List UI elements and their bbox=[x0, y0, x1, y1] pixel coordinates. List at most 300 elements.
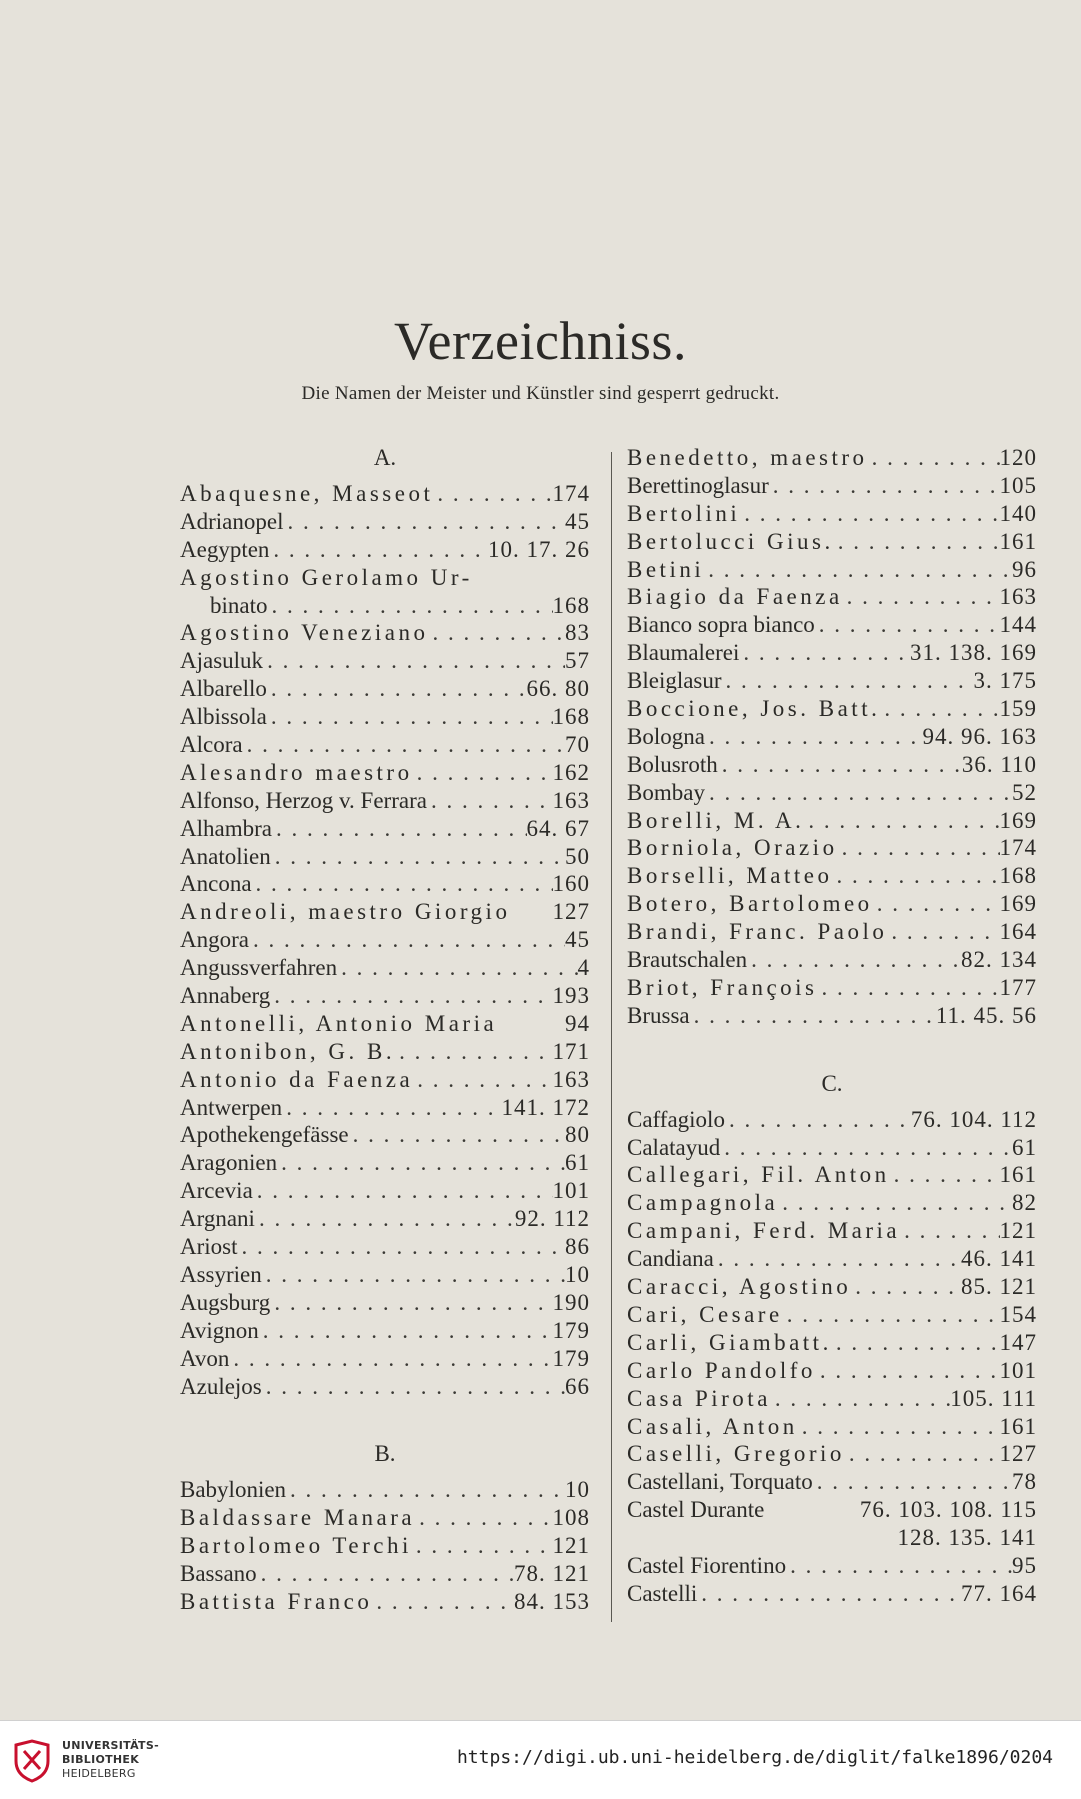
entry-pages: 52 bbox=[1012, 779, 1037, 805]
entry-name: Avignon bbox=[180, 1317, 259, 1343]
entry-pages: 85. 121 bbox=[961, 1274, 1037, 1300]
index-entry bbox=[627, 1385, 1037, 1413]
section-gap bbox=[180, 1400, 590, 1440]
entry-pages: 140 bbox=[999, 500, 1037, 526]
leader-dots bbox=[270, 982, 552, 1010]
index-column-left bbox=[180, 444, 590, 1616]
index-entry bbox=[180, 1373, 590, 1401]
index-entry bbox=[627, 751, 1037, 779]
entry-pages: 160 bbox=[552, 871, 590, 897]
entry-name: Benedetto, maestro bbox=[627, 445, 868, 470]
entry-name: Bologna bbox=[627, 723, 705, 749]
entry-name: Bartolomeo Terchi bbox=[180, 1533, 412, 1559]
index-entry bbox=[627, 834, 1037, 862]
index-entry bbox=[627, 556, 1037, 584]
index-entry bbox=[627, 946, 1037, 974]
leader-dots bbox=[769, 472, 1000, 500]
entry-pages: 179 bbox=[552, 1345, 590, 1371]
index-entry bbox=[627, 890, 1037, 918]
leader-dots bbox=[427, 787, 553, 815]
index-entry bbox=[180, 1317, 590, 1345]
leader-dots bbox=[778, 1189, 1012, 1217]
leader-dots bbox=[900, 1217, 999, 1245]
entry-pages: 120 bbox=[999, 445, 1037, 470]
entry-pages: 159 bbox=[999, 696, 1037, 722]
index-entry bbox=[627, 695, 1037, 723]
index-entry bbox=[180, 1261, 590, 1289]
entry-name: Castelli bbox=[627, 1580, 698, 1606]
entry-pages: 169 bbox=[999, 891, 1037, 917]
index-entry bbox=[180, 815, 590, 843]
entry-name: Brandi, Franc. Paolo bbox=[627, 919, 888, 945]
entry-pages: 36. 110 bbox=[961, 751, 1037, 777]
leader-dots bbox=[690, 1002, 936, 1030]
entry-pages: 78. 121 bbox=[514, 1561, 590, 1587]
institution-line: UNIVERSITÄTS- bbox=[62, 1739, 159, 1752]
index-entry bbox=[180, 1038, 590, 1066]
index-entry bbox=[627, 1496, 1037, 1524]
entry-name: Brussa bbox=[627, 1002, 690, 1028]
permalink-url[interactable]: https://digi.ub.uni-heidelberg.de/diglit/falke1896/0204 bbox=[456, 1747, 1053, 1768]
entry-pages: 70 bbox=[565, 732, 590, 758]
leader-dots bbox=[412, 1532, 553, 1560]
leader-dots bbox=[786, 1552, 1012, 1580]
leader-dots bbox=[740, 500, 999, 528]
index-entry bbox=[180, 1121, 590, 1149]
leader-dots bbox=[804, 807, 999, 835]
index-entry bbox=[627, 528, 1037, 556]
entry-name: Berettinoglasur bbox=[627, 472, 769, 498]
index-entry bbox=[180, 647, 590, 675]
entry-pages: 76. 104. 112 bbox=[910, 1106, 1037, 1132]
entry-pages: 4 bbox=[577, 955, 590, 981]
index-entry bbox=[627, 974, 1037, 1002]
index-entry bbox=[627, 1301, 1037, 1329]
entry-pages: 10 bbox=[565, 1477, 590, 1503]
index-entry bbox=[180, 508, 590, 536]
entry-pages: 144 bbox=[999, 612, 1037, 638]
leader-dots bbox=[415, 1504, 552, 1532]
index-column-right bbox=[627, 444, 1037, 1608]
index-entry bbox=[627, 1329, 1037, 1357]
index-entry bbox=[627, 639, 1037, 667]
entry-pages: 86 bbox=[565, 1234, 590, 1260]
entry-name: Andreoli, maestro Giorgio bbox=[180, 899, 511, 925]
entry-pages: 105 bbox=[999, 472, 1037, 498]
index-entry bbox=[627, 1245, 1037, 1273]
leader-dots bbox=[395, 1038, 552, 1066]
index-entry bbox=[627, 1357, 1037, 1385]
leader-dots bbox=[705, 779, 1012, 807]
entry-name: Bleiglasur bbox=[627, 668, 722, 694]
entry-pages: 121 bbox=[999, 1218, 1037, 1244]
leader-dots bbox=[349, 1121, 565, 1149]
entry-name: Angora bbox=[180, 927, 249, 953]
entry-name: Briot, François bbox=[627, 974, 818, 1000]
leader-dots bbox=[697, 1580, 961, 1608]
entry-pages: 82. 134 bbox=[961, 947, 1037, 973]
index-entry bbox=[627, 1134, 1037, 1162]
entry-pages: 76. 103. 108. 115 bbox=[859, 1497, 1037, 1523]
index-entry bbox=[627, 1413, 1037, 1441]
entry-pages: 190 bbox=[552, 1289, 590, 1315]
leader-dots bbox=[722, 667, 974, 695]
entry-name: Campani, Ferd. Maria bbox=[627, 1218, 901, 1244]
entry-name: Biagio da Faenza bbox=[627, 584, 843, 610]
index-entry bbox=[180, 870, 590, 898]
entry-name: Ancona bbox=[180, 871, 252, 897]
entry-name: Albissola bbox=[180, 704, 267, 730]
index-entry bbox=[627, 1002, 1037, 1030]
index-entry bbox=[627, 779, 1037, 807]
entry-name: Alcora bbox=[180, 732, 243, 758]
index-entry bbox=[627, 583, 1037, 611]
leader-dots bbox=[704, 556, 1012, 584]
leader-dots bbox=[253, 1177, 553, 1205]
entry-name: Alesandro maestro bbox=[180, 759, 413, 785]
entry-name: Alhambra bbox=[180, 815, 272, 841]
leader-dots bbox=[890, 1161, 1000, 1189]
index-entry bbox=[627, 444, 1037, 472]
entry-pages: 66. 80 bbox=[526, 676, 590, 702]
institution-line: HEIDELBERG bbox=[62, 1767, 136, 1780]
entry-name: Battista Franco bbox=[180, 1588, 373, 1614]
index-entry bbox=[180, 703, 590, 731]
entry-name: Betini bbox=[627, 556, 705, 582]
leader-dots bbox=[257, 1560, 514, 1588]
institution-line: BIBLIOTHEK bbox=[62, 1753, 140, 1766]
entry-pages: 10 bbox=[565, 1261, 590, 1287]
entry-name: Assyrien bbox=[180, 1261, 262, 1287]
entry-pages: 31. 138. 169 bbox=[910, 640, 1037, 666]
leader-dots bbox=[229, 1345, 552, 1373]
ub-heidelberg-logo-icon[interactable] bbox=[12, 1739, 52, 1783]
index-entry bbox=[180, 1289, 590, 1317]
leader-dots bbox=[262, 1373, 565, 1401]
entry-name: Candiana bbox=[627, 1246, 714, 1272]
entry-name: Aragonien bbox=[180, 1150, 278, 1176]
index-entry bbox=[180, 1233, 590, 1261]
index-entry bbox=[180, 1149, 590, 1177]
entry-name: Anatolien bbox=[180, 843, 271, 869]
entry-pages: 50 bbox=[565, 843, 590, 869]
index-entry bbox=[180, 1476, 590, 1504]
index-entry bbox=[180, 1066, 590, 1094]
leader-dots bbox=[282, 1094, 501, 1122]
entry-name: Antonibon, G. B. bbox=[180, 1038, 396, 1064]
entry-name: Antwerpen bbox=[180, 1094, 283, 1120]
entry-pages: 101 bbox=[999, 1357, 1037, 1383]
entry-name: Alfonso, Herzog v. Ferrara bbox=[180, 787, 427, 813]
entry-pages: 95 bbox=[1012, 1552, 1037, 1578]
entry-pages: 128. 135. 141 bbox=[897, 1525, 1037, 1551]
entry-name: binato bbox=[210, 592, 268, 618]
entry-pages: 57 bbox=[565, 648, 590, 674]
index-entry bbox=[627, 1217, 1037, 1245]
entry-name: Bolusroth bbox=[627, 751, 718, 777]
section-letter: A. bbox=[373, 445, 397, 470]
leader-dots bbox=[868, 444, 1000, 472]
entry-name: Bertolini bbox=[627, 500, 741, 526]
entry-pages: 64. 67 bbox=[526, 815, 590, 841]
entry-pages: 66 bbox=[565, 1373, 590, 1399]
entry-name: Apothekengefässe bbox=[180, 1122, 349, 1148]
entry-pages: 45 bbox=[565, 508, 590, 534]
entry-pages: 154 bbox=[999, 1301, 1037, 1327]
index-entry bbox=[180, 619, 590, 647]
index-entry bbox=[180, 1205, 590, 1233]
leader-dots bbox=[843, 583, 1000, 611]
entry-pages: 161 bbox=[999, 1162, 1037, 1188]
entry-name: Castellani, Torquato bbox=[627, 1469, 813, 1495]
entry-name: Borniola, Orazio bbox=[627, 835, 838, 861]
leader-dots bbox=[816, 1357, 1000, 1385]
leader-dots bbox=[262, 1261, 565, 1289]
leader-dots bbox=[259, 1317, 553, 1345]
leader-dots bbox=[813, 1468, 1012, 1496]
entry-pages: 162 bbox=[552, 759, 590, 785]
entry-pages: 96 bbox=[1012, 556, 1037, 582]
index-entry bbox=[180, 536, 590, 564]
entry-pages: 84. 153 bbox=[514, 1588, 590, 1614]
entry-pages: 193 bbox=[552, 983, 590, 1009]
entry-pages: 174 bbox=[552, 481, 590, 506]
index-entry bbox=[180, 1177, 590, 1205]
entry-pages: 168 bbox=[999, 863, 1037, 889]
index-entry bbox=[627, 1161, 1037, 1189]
entry-pages: 83 bbox=[565, 620, 590, 646]
entry-name: Abaquesne, Masseot bbox=[180, 481, 434, 506]
leader-dots bbox=[818, 974, 1000, 1002]
index-entry bbox=[180, 759, 590, 787]
entry-name: Campagnola bbox=[627, 1190, 779, 1216]
leader-dots bbox=[851, 1273, 961, 1301]
leader-dots bbox=[725, 1106, 911, 1134]
index-entry bbox=[180, 982, 590, 1010]
footer-bar bbox=[0, 1720, 1081, 1799]
leader-dots bbox=[272, 815, 527, 843]
leader-dots bbox=[268, 592, 553, 620]
leader-dots bbox=[747, 946, 961, 974]
entry-name: Albarello bbox=[180, 676, 267, 702]
entry-name: Bassano bbox=[180, 1561, 257, 1587]
entry-name: Ariost bbox=[180, 1234, 238, 1260]
entry-name: Antonio da Faenza bbox=[180, 1066, 414, 1092]
leader-dots bbox=[252, 870, 553, 898]
leader-dots bbox=[269, 536, 488, 564]
leader-dots bbox=[433, 480, 552, 508]
entry-pages: 161 bbox=[999, 528, 1037, 554]
entry-name: Aegypten bbox=[180, 536, 270, 562]
entry-name: Avon bbox=[180, 1345, 230, 1371]
entry-name: Caselli, Gregorio bbox=[627, 1441, 845, 1467]
entry-pages: 3. 175 bbox=[973, 668, 1037, 694]
index-entry bbox=[180, 480, 590, 508]
entry-name: Casa Pirota bbox=[627, 1385, 771, 1411]
entry-name: Augsburg bbox=[180, 1289, 271, 1315]
entry-pages: 94. 96. 163 bbox=[922, 723, 1037, 749]
index-entry bbox=[180, 731, 590, 759]
leader-dots bbox=[267, 675, 527, 703]
leader-dots bbox=[832, 862, 999, 890]
index-entry bbox=[180, 843, 590, 871]
index-entry bbox=[627, 862, 1037, 890]
entry-pages: 46. 141 bbox=[961, 1246, 1037, 1272]
column-divider bbox=[611, 452, 612, 1622]
entry-pages: 92. 112 bbox=[514, 1206, 590, 1232]
index-entry bbox=[180, 1504, 590, 1532]
index-entry bbox=[180, 898, 590, 926]
entry-pages: 82 bbox=[1012, 1190, 1037, 1216]
entry-name: Agostino Gerolamo Ur- bbox=[180, 564, 473, 590]
leader-dots bbox=[255, 1205, 515, 1233]
leader-dots bbox=[838, 834, 1000, 862]
index-entry bbox=[627, 472, 1037, 500]
entry-name: Baldassare Manara bbox=[180, 1505, 416, 1531]
leader-dots bbox=[705, 723, 923, 751]
entry-pages: 78 bbox=[1012, 1469, 1037, 1495]
leader-dots bbox=[718, 751, 962, 779]
entry-pages: 105. 111 bbox=[950, 1385, 1037, 1411]
entry-name: Caffagiolo bbox=[627, 1106, 725, 1132]
index-entry bbox=[627, 1552, 1037, 1580]
leader-dots bbox=[337, 954, 577, 982]
index-entry bbox=[627, 1273, 1037, 1301]
leader-dots bbox=[783, 1301, 1000, 1329]
index-entry bbox=[627, 1440, 1037, 1468]
entry-name: Adrianopel bbox=[180, 508, 284, 534]
entry-pages: 147 bbox=[999, 1329, 1037, 1355]
entry-name: Callegari, Fil. Anton bbox=[627, 1162, 890, 1188]
entry-name: Blaumalerei bbox=[627, 640, 740, 666]
index-entry bbox=[180, 675, 590, 703]
index-entry bbox=[180, 1345, 590, 1373]
entry-name: Boccione, Jos. Batt. bbox=[627, 696, 881, 722]
leader-dots bbox=[771, 1385, 950, 1413]
leader-dots bbox=[263, 647, 565, 675]
entry-name: Castel Fiorentino bbox=[627, 1552, 787, 1578]
index-entry bbox=[180, 1010, 590, 1038]
index-entry bbox=[627, 667, 1037, 695]
leader-dots bbox=[372, 1588, 514, 1616]
entry-pages: 163 bbox=[552, 787, 590, 813]
entry-name: Casali, Anton bbox=[627, 1413, 798, 1439]
entry-pages: 80 bbox=[565, 1122, 590, 1148]
entry-name: Cari, Cesare bbox=[627, 1301, 783, 1327]
entry-pages: 163 bbox=[999, 584, 1037, 610]
institution-name bbox=[62, 1739, 159, 1781]
leader-dots bbox=[243, 731, 565, 759]
index-entry bbox=[627, 1106, 1037, 1134]
entry-name: Agostino Veneziano bbox=[180, 620, 429, 646]
entry-name: Babylonien bbox=[180, 1477, 287, 1503]
index-entry bbox=[180, 1532, 590, 1560]
entry-pages: 61 bbox=[565, 1150, 590, 1176]
leader-dots bbox=[238, 1233, 566, 1261]
leader-dots bbox=[283, 508, 565, 536]
section-letter: C. bbox=[821, 1070, 843, 1096]
entry-name: Bianco sopra bianco bbox=[627, 612, 815, 638]
entry-pages: 141. 172 bbox=[501, 1094, 590, 1120]
index-entry bbox=[180, 564, 590, 592]
leader-dots bbox=[798, 1413, 1000, 1441]
leader-dots bbox=[270, 1289, 552, 1317]
leader-dots bbox=[815, 611, 1000, 639]
index-entry bbox=[627, 807, 1037, 835]
entry-pages: 77. 164 bbox=[961, 1580, 1037, 1606]
page-title: Verzeichniss. bbox=[394, 311, 687, 371]
leader-dots bbox=[873, 890, 1000, 918]
entry-pages: 127 bbox=[552, 899, 590, 925]
index-entry bbox=[627, 611, 1037, 639]
entry-pages: 177 bbox=[999, 974, 1037, 1000]
entry-pages: 169 bbox=[999, 807, 1037, 833]
entry-pages: 179 bbox=[552, 1317, 590, 1343]
entry-name: Calatayud bbox=[627, 1134, 721, 1160]
leader-dots bbox=[428, 619, 565, 647]
page-subtitle: Die Namen der Meister und Künstler sind gesperrt gedruckt. bbox=[301, 383, 780, 404]
entry-pages: 171 bbox=[552, 1038, 590, 1064]
entry-name: Antonelli, Antonio Maria bbox=[180, 1010, 498, 1036]
entry-name: Ajasuluk bbox=[180, 648, 264, 674]
leader-dots bbox=[413, 759, 553, 787]
entry-pages: 121 bbox=[552, 1533, 590, 1559]
leader-dots bbox=[845, 1440, 1000, 1468]
entry-pages: 45 bbox=[565, 927, 590, 953]
entry-pages: 163 bbox=[552, 1066, 590, 1092]
leader-dots bbox=[249, 926, 565, 954]
index-entry bbox=[180, 787, 590, 815]
entry-name: Bombay bbox=[627, 779, 705, 805]
entry-name: Azulejos bbox=[180, 1373, 262, 1399]
index-entry bbox=[627, 918, 1037, 946]
index-entry bbox=[627, 1189, 1037, 1217]
leader-dots bbox=[834, 528, 1000, 556]
leader-dots bbox=[887, 918, 999, 946]
index-entry bbox=[180, 592, 590, 620]
entry-pages: 10. 17. 26 bbox=[488, 536, 590, 562]
entry-name: Borselli, Matteo bbox=[627, 863, 833, 889]
index-entry bbox=[180, 1588, 590, 1616]
entry-name: Botero, Bartolomeo bbox=[627, 891, 873, 917]
section-letter: B. bbox=[374, 1441, 396, 1467]
entry-name: Borelli, M. A. bbox=[627, 807, 805, 833]
index-entry bbox=[180, 926, 590, 954]
index-entry bbox=[627, 1524, 1037, 1552]
leader-dots bbox=[739, 639, 910, 667]
entry-pages: 11. 45. 56 bbox=[935, 1002, 1037, 1028]
index-entry bbox=[627, 500, 1037, 528]
section-gap bbox=[627, 1030, 1037, 1070]
index-entry bbox=[627, 723, 1037, 751]
entry-name: Carlo Pandolfo bbox=[627, 1357, 816, 1383]
leader-dots bbox=[880, 695, 999, 723]
leader-dots bbox=[277, 1149, 565, 1177]
leader-dots bbox=[413, 1066, 552, 1094]
entry-name: Arcevia bbox=[180, 1178, 253, 1204]
index-entry bbox=[627, 1580, 1037, 1608]
leader-dots bbox=[720, 1134, 1012, 1162]
index-entry bbox=[180, 1560, 590, 1588]
entry-name: Brautschalen bbox=[627, 947, 748, 973]
entry-pages: 127 bbox=[999, 1441, 1037, 1467]
entry-name: Argnani bbox=[180, 1206, 255, 1232]
entry-pages: 108 bbox=[552, 1505, 590, 1531]
entry-pages: 161 bbox=[999, 1413, 1037, 1439]
leader-dots bbox=[832, 1329, 1000, 1357]
entry-name: Annaberg bbox=[180, 983, 271, 1009]
index-entry bbox=[627, 1468, 1037, 1496]
